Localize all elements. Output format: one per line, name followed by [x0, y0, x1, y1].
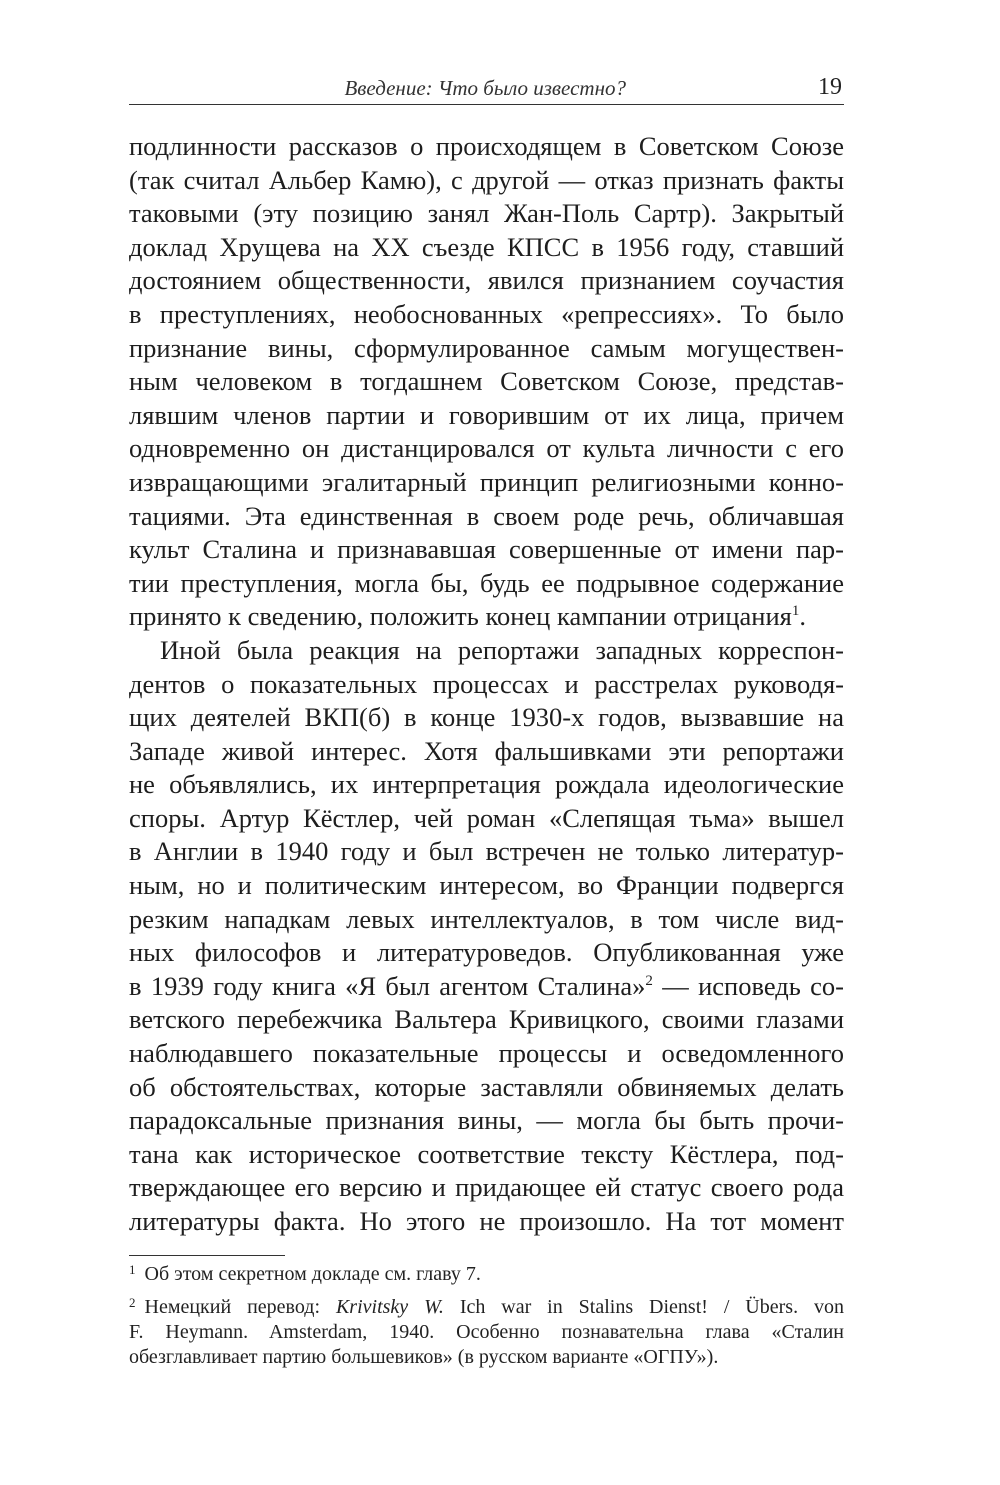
paragraph-1: [129, 130, 844, 634]
footnote-text: Ich war in Stalins Dienst! / Übers. von: [443, 1296, 844, 1318]
text-line: дентов о показательных процессах и расстрелах руководя-: [129, 668, 844, 699]
footnote-divider: [129, 1255, 285, 1256]
footnote-number: 2: [129, 1295, 136, 1310]
text-line: лявшим членов партии и говорившим от их лица, причем: [129, 399, 844, 430]
footnote-line: [129, 1295, 844, 1320]
footnote-ref-1[interactable]: 1: [791, 603, 800, 620]
footnote-line: F. Heymann. Amsterdam, 1940. Особенно познавательна глава «Сталин: [129, 1321, 844, 1343]
text-line: ным, но и политическим интересом, во Франции подвергся: [129, 870, 844, 901]
text-line: достоянием общественности, явился признанием соучастия: [129, 265, 844, 296]
footnote-text: Немецкий перевод:: [144, 1296, 336, 1318]
text-line: тии преступления, могла бы, будь ее подрывное содержание: [129, 567, 844, 598]
footnote-1: [129, 1262, 844, 1287]
text-line: тверждающее его версию и придающее ей статус своего рода: [129, 1172, 844, 1203]
text-line: доклад Хрущева на XX съезде КПСС в 1956 году, ставший: [129, 231, 844, 262]
text-line: об обстоятельствах, которые заставляли обвиняемых делать: [129, 1071, 844, 1102]
paragraph-2: [129, 634, 844, 1239]
text-line: (так считал Альбер Камю), с другой — отказ признать факты: [129, 164, 844, 195]
text-line: одновременно он дистанцировался от культа личности с его: [129, 433, 844, 464]
text-line: резким нападкам левых интеллектуалов, в том числе вид-: [129, 903, 844, 934]
text-line: Западе живой интерес. Хотя фальшивками эти репортажи: [129, 735, 844, 766]
footnote-number: 1: [129, 1262, 136, 1277]
text-line: не объявлялись, их интерпретация рождала идеологические: [129, 769, 844, 800]
text-line: признание вины, сформулированное самым могуществен-: [129, 332, 844, 363]
body-text: [129, 130, 844, 1239]
text-segment: — исповедь со-: [652, 970, 844, 1001]
text-line: подлинности рассказов о происходящем в Советском Союзе: [129, 131, 844, 161]
text-line: таковыми (эту позицию занял Жан-Поль Сартр). Закрытый: [129, 198, 844, 229]
text-line: тана как историческое соответствие тексту Кёстлера, под-: [129, 1138, 844, 1169]
text-line: тациями. Эта единственная в своем роде речь, обличавшая: [129, 500, 844, 531]
text-line: литературы факта. Но этого не произошло. На тот момент: [129, 1206, 844, 1236]
footnote-2: [129, 1295, 844, 1370]
text-line: ных философов и литературоведов. Опубликованная уже: [129, 937, 844, 968]
text-segment: принято к сведению, положить конец кампании отрицания: [129, 601, 792, 632]
page-number: 19: [818, 74, 842, 100]
text-line: [129, 600, 844, 634]
text-line: [129, 970, 844, 1004]
text-line: наблюдавшего показательные процессы и осведомленного: [129, 1038, 844, 1069]
text-line: в преступлениях, необоснованных «репрессиях». То было: [129, 298, 844, 329]
text-line: споры. Артур Кёстлер, чей роман «Слепящая тьма» вышел: [129, 802, 844, 833]
text-line: культ Сталина и признававшая совершенные от имени пар-: [129, 534, 844, 565]
text-line: Иной была реакция на репортажи западных корреспон-: [160, 634, 844, 665]
running-head: Введение: Что было известно?: [344, 76, 626, 100]
text-line: в Англии в 1940 году и был встречен не только литератур-: [129, 836, 844, 867]
text-line: парадоксальные признания вины, — могла бы быть прочи-: [129, 1105, 844, 1136]
footnote-author: Krivitsky W.: [335, 1296, 444, 1318]
text-segment: .: [799, 601, 806, 632]
footnote-ref-2[interactable]: 2: [645, 972, 653, 989]
page-header: [129, 72, 844, 105]
text-line: щих деятелей ВКП(б) в конце 1930-х годов, вызвавшие на: [129, 702, 844, 733]
text-line: извращающими эгалитарный принцип религиозными конно-: [129, 466, 844, 497]
footnote-line: обезглавливает партию большевиков» (в русском варианте «ОГПУ»).: [129, 1346, 719, 1368]
text-segment: в 1939 году книга «Я был агентом Сталина»: [129, 970, 646, 1001]
text-line: ным человеком в тогдашнем Советском Союзе, представ-: [129, 366, 844, 397]
footnote-line: [129, 1262, 844, 1287]
footnote-text: Об этом секретном докладе см. главу 7.: [144, 1263, 481, 1285]
text-line: ветского перебежчика Вальтера Кривицкого, своими глазами: [129, 1004, 844, 1035]
footnotes: [129, 1262, 844, 1370]
